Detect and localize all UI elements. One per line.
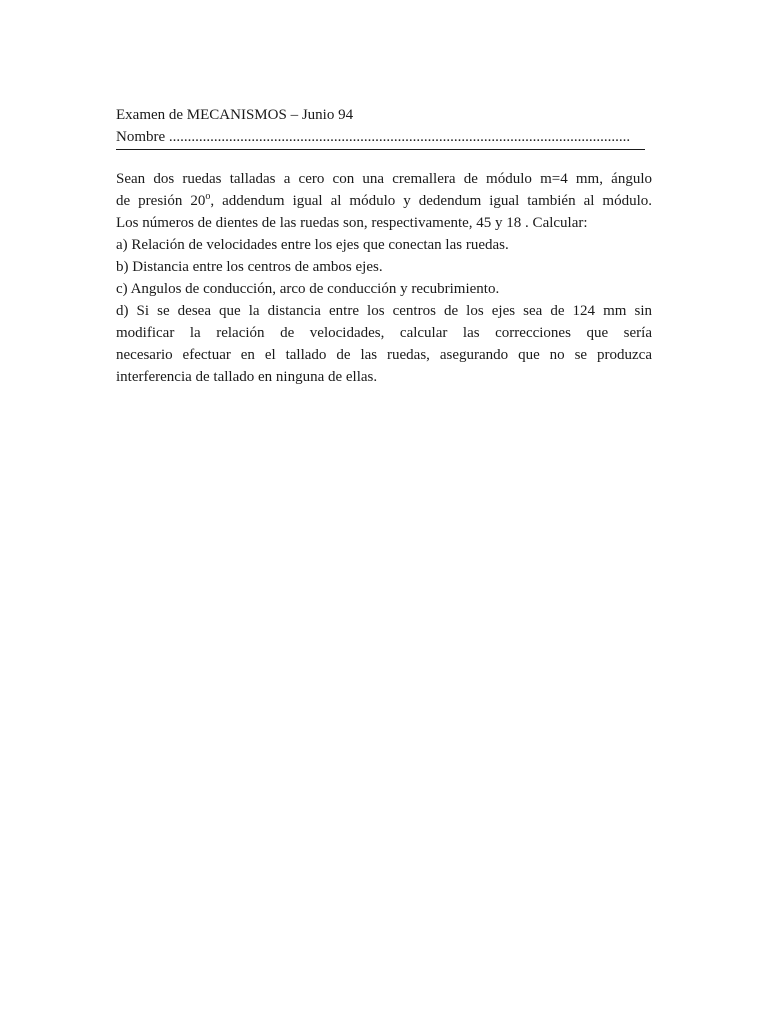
- statement-line-3: Los números de dientes de las ruedas son, respectivamente, 45 y 18 . Calcular:: [116, 215, 588, 231]
- addendum-text: , addendum igual al módulo y dedendum igual también al módulo.: [210, 193, 652, 209]
- question-d-line-1: d) Si se desea que la distancia entre los centros de los ejes sea de 124 mm sin: [116, 303, 652, 319]
- pressure-angle-text: de presión 20: [116, 193, 206, 209]
- problem-statement: [116, 168, 652, 388]
- exam-title: Examen de MECANISMOS – Junio 94: [116, 107, 354, 123]
- question-b: b) Distancia entre los centros de ambos ejes.: [116, 259, 383, 275]
- name-label: Nombre: [116, 129, 166, 145]
- name-dotted-blank: ...........................................................................................................................: [168, 129, 631, 145]
- question-a: a) Relación de velocidades entre los ejes que conectan las ruedas.: [116, 237, 509, 253]
- question-d-line-4: interferencia de tallado en ninguna de ellas.: [116, 369, 378, 385]
- statement-line-2: [116, 190, 652, 212]
- header-divider: [116, 149, 645, 150]
- question-d-line-3: necesario efectuar en el tallado de las ruedas, asegurando que no se produzca: [116, 347, 652, 363]
- name-field-line: [116, 126, 646, 148]
- question-c: c) Angulos de conducción, arco de conducción y recubrimiento.: [116, 281, 500, 297]
- question-d-line-2: modificar la relación de velocidades, calcular las correcciones que sería: [116, 325, 652, 341]
- degree-superscript: o: [205, 191, 211, 202]
- exam-page: [116, 104, 652, 388]
- statement-line-1: Sean dos ruedas talladas a cero con una cremallera de módulo m=4 mm, ángulo: [116, 171, 652, 187]
